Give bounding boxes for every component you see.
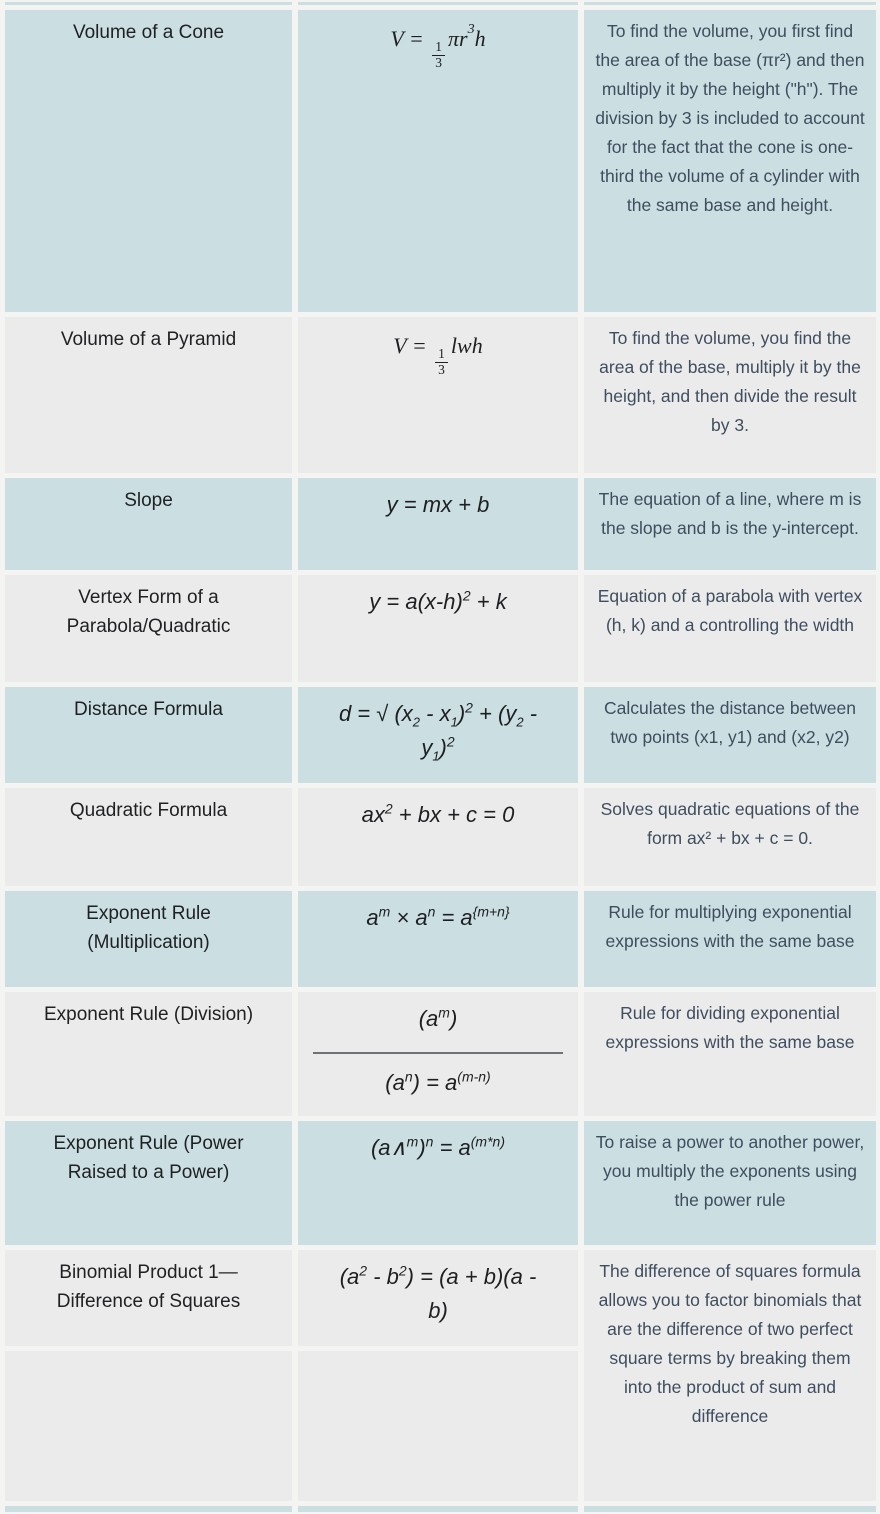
formula-name: Exponent Rule (Division) [5,992,292,1116]
formula-name: Exponent Rule (Multiplication) [5,891,292,987]
table-row [5,687,876,783]
table-row-partial-bottom [5,1506,876,1512]
formula-cell [298,2,578,5]
formula-description: Calculates the distance between two points (x1, y1) and (x2, y2) [584,687,876,783]
table-row [5,317,876,473]
formula-name: Distance Formula [5,687,292,783]
description-cell [584,2,876,5]
formula-name: Slope [5,478,292,570]
table-row [5,788,876,886]
table-row [5,891,876,987]
formula-cell [298,1506,578,1512]
name-cell [5,2,292,5]
formula-expression: $(a^m)$ $(a^n) = a^{(m-n)}$ [298,992,578,1116]
table-row-partial-top [5,2,876,5]
formula-expression: (a∧$^m$)$^n$ = $a^{(m*n)}$ [298,1121,578,1245]
formula-description: To find the volume, you find the area of the base, multiply it by the height, and then divide the result by 3. [584,317,876,473]
description-cell [584,1506,876,1512]
formula-expression: $a^m \times a^n = a^{\{m+n\}}$ [298,891,578,987]
formula-expression: V = $\frac{1}{3}$ lwh [298,317,578,473]
table-row [5,992,876,1116]
formula-description: Solves quadratic equations of the form ax² + bx + c = 0. [584,788,876,886]
table-row [5,1121,876,1245]
formula-name: Volume of a Pyramid [5,317,292,473]
formula-name: Exponent Rule (Power Raised to a Power) [5,1121,292,1245]
formula-expression: $(a^2 - b^2) = (a + b)(a$ - b) [298,1250,578,1501]
formula-description: Equation of a parabola with vertex (h, k) and a controlling the width [584,575,876,682]
formula-description: The equation of a line, where m is the slope and b is the y-intercept. [584,478,876,570]
formula-name: Volume of a Cone [5,10,292,312]
formula-expression: V = $\frac{1}{3}$ $\pi r^3h$ [298,10,578,312]
formula-name: Quadratic Formula [5,788,292,886]
formula-description: To raise a power to another power, you multiply the exponents using the power rule [584,1121,876,1245]
formula-description: Rule for dividing exponential expressions with the same base [584,992,876,1116]
formula-name: Binomial Product 1—Difference of Squares [5,1250,292,1501]
table-row [5,575,876,682]
table-row [5,10,876,312]
name-cell [5,1506,292,1512]
formula-description: Rule for multiplying exponential expressions with the same base [584,891,876,987]
formula-description: The difference of squares formula allows you to factor binomials that are the difference of two perfect square terms by breaking them into the product of sum and difference [584,1250,876,1501]
formula-expression: $y = a(x-h)^2 + k$ [298,575,578,682]
table-row [5,478,876,570]
formula-name: Vertex Form of a Parabola/Quadratic [5,575,292,682]
formula-expression: $ax^2$ + bx + c = 0 [298,788,578,886]
formula-expression: y = mx + b [298,478,578,570]
table-row [5,1250,876,1501]
formula-expression: d = √ $(x_2 - x_1)^2 + (y_2$ - $y_1)^2$ [298,687,578,783]
formula-description: To find the volume, you first find the area of the base (πr²) and then multiply it by the height ("h"). The division by 3 is included to account for the fact that the cone is one-third the volume of a cylinder with the same base and height. [584,10,876,312]
